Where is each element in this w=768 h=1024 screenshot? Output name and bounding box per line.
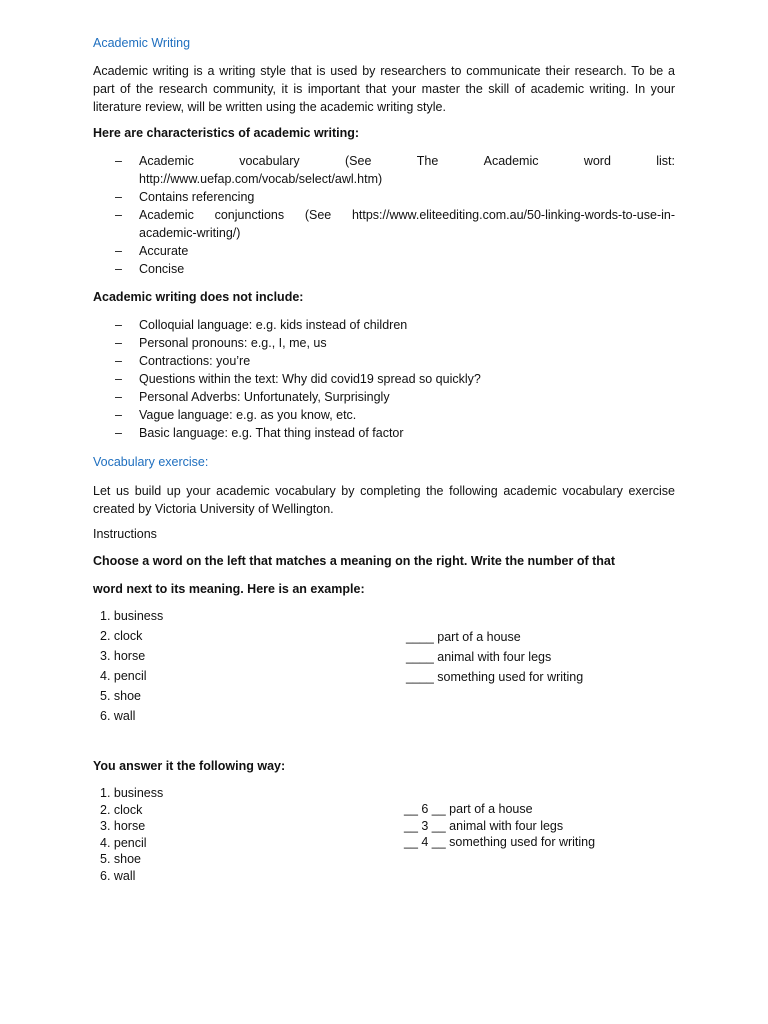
list-item: 6. wall [100, 709, 136, 723]
list-item: – Personal Adverbs: Unfortunately, Surprisingly [93, 388, 675, 406]
list-item: – Contains referencing [93, 188, 675, 206]
list-item: 3. horse [100, 819, 146, 833]
answer-heading: You answer it the following way: [93, 759, 286, 773]
list-item-line1: – Academic vocabulary (See The Academic word list: [139, 154, 675, 168]
list-item: – Colloquial language: e.g. kids instead of children [93, 316, 675, 334]
answer-meaning-list [404, 801, 595, 851]
excludes-heading: Academic writing does not include: [93, 290, 304, 304]
list-item: ____ something used for writing [406, 670, 584, 684]
list-item: ____ animal with four legs [406, 650, 552, 664]
list-item: – Questions within the text: Why did covid19 spread so quickly? [93, 370, 675, 388]
intro-paragraph: Academic writing is a writing style that is used by researchers to communicate their research. To be a part of the research community, it is important that your master the skill of academic writing. In your literature review, will be written using the academic writing style. [93, 64, 675, 114]
list-item: – Contractions: you’re [93, 352, 675, 370]
list-item: 6. wall [100, 868, 136, 883]
list-item: 3. horse [100, 649, 146, 663]
list-item: 1. business [100, 609, 164, 623]
list-item: __ 4 __ something used for writing [404, 835, 596, 849]
list-item: 4. pencil [100, 669, 147, 683]
list-item: – Academic conjunctions (See https://www.eliteediting.com.au/50-linking-words-to-use-in-academic-writing/) [93, 206, 675, 242]
instructions-line2: word next to its meaning. Here is an example: [93, 582, 365, 596]
doc-title: Academic Writing [93, 36, 191, 50]
list-item: 5. shoe [100, 689, 142, 703]
list-item: – Personal pronouns: e.g., I, me, us [93, 334, 675, 352]
characteristics-heading: Here are characteristics of academic writing: [93, 126, 360, 140]
instructions-line1: Choose a word on the left that matches a meaning on the right. Write the number of that [93, 554, 616, 568]
characteristics-list [93, 152, 675, 278]
list-item: __ 3 __ animal with four legs [404, 818, 564, 833]
list-item: 4. pencil [100, 835, 147, 850]
awl-link: http://www.uefap.com/vocab/select/awl.htm) [139, 172, 383, 186]
instructions-label: Instructions [93, 527, 157, 541]
list-item: __ 6 __ part of a house [404, 802, 533, 816]
excludes-list [93, 316, 675, 442]
list-item: 2. clock [100, 802, 143, 817]
list-item: – Accurate [93, 242, 675, 260]
list-item: 2. clock [100, 629, 143, 643]
list-item: ____ part of a house [406, 630, 521, 644]
list-item [93, 152, 675, 188]
vocab-paragraph: Let us build up your academic vocabulary by completing the following academic vocabulary exercise created by Victoria University of Wellington. [93, 484, 675, 516]
list-item: – Concise [93, 260, 675, 278]
example-meaning-list [406, 627, 583, 687]
example-word-list [100, 606, 163, 726]
list-item: 1. business [100, 786, 164, 800]
answer-word-list [100, 785, 163, 884]
list-item: 5. shoe [100, 852, 142, 866]
list-item: – Vague language: e.g. as you know, etc. [93, 406, 675, 424]
list-item: – Basic language: e.g. That thing instead of factor [93, 424, 675, 442]
vocab-heading: Vocabulary exercise: [93, 455, 209, 469]
